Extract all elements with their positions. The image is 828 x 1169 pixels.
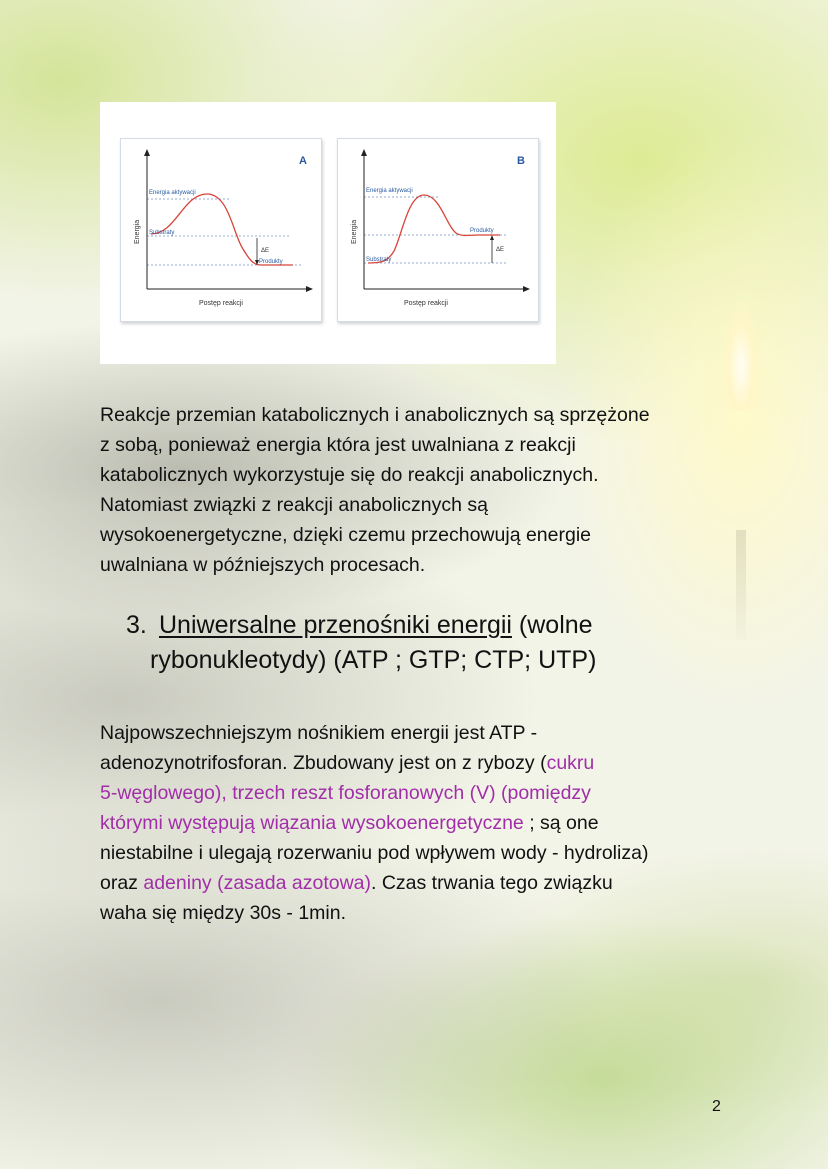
panel-b-activation-label: Energia aktywacji (366, 188, 413, 194)
paragraph-text: oraz (100, 872, 144, 894)
panel-a-x-axis-label: Postęp reakcji (199, 300, 243, 307)
paragraph-line: niestabilne i ulegają rozerwaniu pod wpływem wody - hydroliza) (100, 842, 649, 864)
paragraph-coupling (100, 400, 750, 580)
highlight-line: 5-węglowego), trzech reszt fosforanowych (V) (pomiędzy (100, 782, 591, 804)
panel-b-products-label: Produkty (470, 228, 494, 234)
paragraph-line: katabolicznych wykorzystuje się do reakcji anabolicznych. (100, 464, 599, 486)
panel-b-letter: B (517, 155, 525, 167)
paragraph-text: . Czas trwania tego związku (371, 872, 613, 894)
highlight-text: cukru (546, 752, 595, 774)
paragraph-line: Natomiast związki z reakcji anabolicznych są (100, 494, 488, 516)
paragraph-line: z sobą, ponieważ energia która jest uwalniana z reakcji (100, 434, 576, 456)
paragraph-line (100, 748, 750, 778)
energy-diagram-figure (100, 102, 556, 364)
panel-b-delta-label: ΔE (496, 247, 505, 253)
panel-b-y-axis-label: Energia (351, 219, 358, 244)
panel-b-x-axis-label: Postęp reakcji (404, 300, 448, 307)
panel-b-substrate-label: Substraty (366, 257, 392, 263)
paragraph-line (100, 808, 750, 838)
paragraph-line: waha się między 30s - 1min. (100, 902, 347, 924)
paragraph-atp (100, 718, 750, 928)
heading-number: 3. (126, 611, 147, 639)
paragraph-text: adenozynotrifosforan. Zbudowany jest on z rybozy ( (100, 752, 547, 774)
paragraph-line: wysokoenergetyczne, dzięki czemu przechowują energie (100, 524, 592, 546)
heading-rest: (wolne (511, 611, 593, 639)
heading-underlined: Uniwersalne przenośniki energii (159, 611, 512, 639)
panel-a-products-label: Produkty (259, 259, 283, 265)
diagram-panel-a (120, 138, 322, 322)
highlight-text: adeniny (zasada azotowa) (143, 872, 371, 894)
section-heading (126, 608, 766, 678)
panel-a-activation-label: Energia aktywacji (149, 190, 196, 196)
paragraph-line: Najpowszechniejszym nośnikiem energii jest ATP - (100, 722, 538, 744)
highlight-text: którymi występują wiązania wysokoenergetyczne (100, 812, 524, 834)
paragraph-text: ; są one (523, 812, 599, 834)
panel-a-y-axis-label: Energia (134, 219, 141, 244)
paragraph-line: Reakcje przemian katabolicznych i anabolicznych są sprzężone (100, 404, 650, 426)
panel-a-letter: A (299, 155, 307, 167)
paragraph-line: uwalniana w późniejszych procesach. (100, 554, 426, 576)
panel-a-delta-label: ΔE (261, 248, 270, 254)
diagram-panel-b (337, 138, 539, 322)
candle-glow (722, 300, 760, 410)
panel-a-substrate-label: Substraty (149, 230, 175, 236)
heading-line-2: rybonukleotydy) (ATP ; GTP; CTP; UTP) (150, 646, 597, 674)
page-number: 2 (712, 1098, 721, 1115)
paragraph-line (100, 868, 750, 898)
